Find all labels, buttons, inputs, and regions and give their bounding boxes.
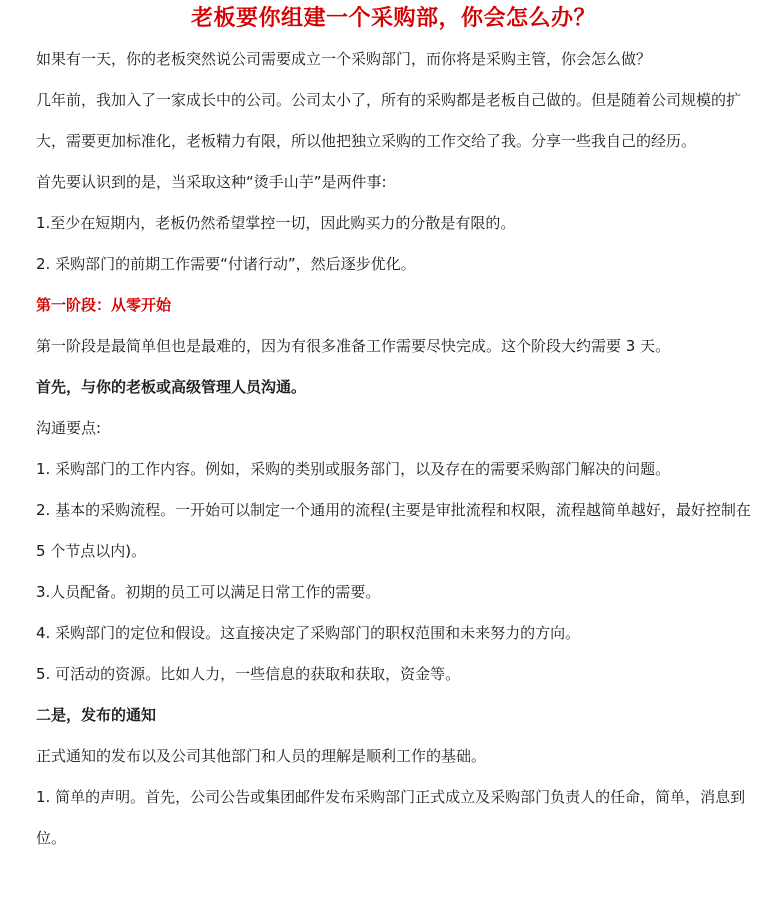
communication-point-2: 2. 基本的采购流程。一开始可以制定一个通用的流程(主要是审批流程和权限，流程越简单越好，最好控制在 5 个节点以内)。 <box>36 501 751 560</box>
communicate-heading: 首先，与你的老板或高级管理人员沟通。 <box>36 378 307 396</box>
background-paragraph: 几年前，我加入了一家成长中的公司。公司太小了，所有的采购都是老板自己做的。但是随着公司规模的扩大，需要更加标准化，老板精力有限，所以他把独立采购的工作交给了我。分享一些我自己的经历。 <box>36 91 742 150</box>
recognition-paragraph: 首先要认识到的是，当采取这种“烫手山芋”是两件事: <box>36 173 387 191</box>
communication-point-5: 5. 可活动的资源。比如人力，一些信息的获取和获取，资金等。 <box>36 665 461 683</box>
communication-point-4: 4. 采购部门的定位和假设。这直接决定了采购部门的职权范围和未来努力的方向。 <box>36 624 581 642</box>
communication-point-1: 1. 采购部门的工作内容。例如，采购的类别或服务部门，以及存在的需要采购部门解决的问题。 <box>36 460 671 478</box>
notice-point-1: 1. 简单的声明。首先，公司公告或集团邮件发布采购部门正式成立及采购部门负责人的任命，简单，消息到位。 <box>36 788 746 847</box>
stage-one-heading: 第一阶段：从零开始 <box>36 296 172 314</box>
communication-points-label: 沟通要点: <box>36 419 102 437</box>
communication-point-3: 3.人员配备。初期的员工可以满足日常工作的需要。 <box>36 583 381 601</box>
notice-intro: 正式通知的发布以及公司其他部门和人员的理解是顺利工作的基础。 <box>36 747 487 765</box>
recognition-point-1: 1.至少在短期内，老板仍然希望掌控一切，因此购买力的分散是有限的。 <box>36 214 516 232</box>
stage-one-intro: 第一阶段是最简单但也是最难的，因为有很多准备工作需要尽快完成。这个阶段大约需要 3 天。 <box>36 337 671 355</box>
notice-heading: 二是，发布的通知 <box>36 706 157 724</box>
recognition-point-2: 2. 采购部门的前期工作需要“付诸行动”，然后逐步优化。 <box>36 255 416 273</box>
intro-question: 如果有一天，你的老板突然说公司需要成立一个采购部门，而你将是采购主管，你会怎么做？ <box>36 50 652 68</box>
article-title: 老板要你组建一个采购部，你会怎么办？ <box>190 6 596 31</box>
